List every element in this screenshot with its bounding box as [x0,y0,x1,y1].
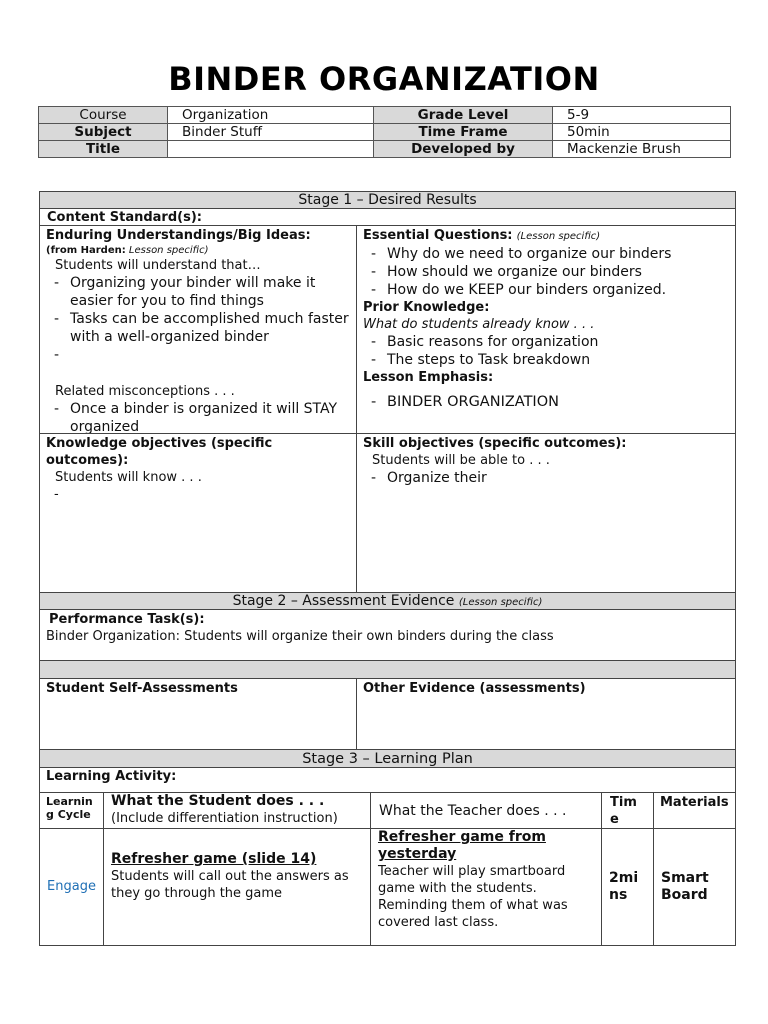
perf-heading: Performance Task(s): [49,612,205,627]
time-frame-value: 50min [553,124,731,141]
eu-intro: Students will understand that… [55,258,261,273]
stage2-note: (Lesson specific) [458,597,543,608]
other-heading: Other Evidence (assessments) [363,681,586,696]
col-teacher: What the Teacher does . . . [370,792,602,829]
col-materials: Materials [653,792,736,829]
subject-label: Subject [39,124,168,141]
so-intro: Students will be able to . . . [372,453,550,468]
student-self-assessments [39,678,357,750]
shaded-divider [39,660,736,679]
eu-item: - Organizing your binder will make it easier for you to find things [46,274,350,310]
content-standards [39,208,736,226]
col-student-title: What the Student does . . . [111,793,325,809]
col-student [103,792,371,829]
eu-item [46,346,350,364]
course-value: Organization [168,107,374,124]
stage3-header: Stage 3 – Learning Plan [39,749,736,768]
perf-text: Binder Organization: Students will organize their own binders during the class [46,629,554,644]
eq-item: - Why do we need to organize our binders [363,245,729,263]
col-time: Time [601,792,654,829]
lesson-info-table [38,106,731,158]
col-student-note: (Include differentiation instruction) [111,811,338,826]
title-label: Title [39,141,168,158]
learning-activity [39,767,736,793]
pk-item: - The steps to Task breakdown [363,351,729,369]
eq-heading: Essential Questions: [363,228,513,243]
grade-level-label: Grade Level [374,107,553,124]
stage1-header: Stage 1 – Desired Results [39,191,736,209]
cycle-engage: Engage [39,828,104,946]
knowledge-objectives [39,433,357,593]
enduring-understandings [39,225,357,434]
so-heading: Skill objectives (specific outcomes): [363,436,627,451]
title-value [168,141,374,158]
developed-by-label: Developed by [374,141,553,158]
student-activity [103,828,371,946]
self-heading: Student Self-Assessments [46,681,238,696]
teacher-activity-title: Refresher game from yesterday [378,829,546,862]
pk-heading: Prior Knowledge: [363,300,490,315]
student-activity-text: Students will call out the answers as they go through the game [111,869,349,901]
stage2-header [39,592,736,610]
eq-note: (Lesson specific) [516,231,601,242]
emphasis-heading: Lesson Emphasis: [363,370,494,385]
eu-heading: Enduring Understandings/Big Ideas: [46,228,311,243]
activity-time: 2mins [601,828,654,946]
grade-level-value: 5-9 [553,107,731,124]
eu-from: (from Harden: [46,245,126,256]
skill-objectives [356,433,736,593]
misconception-item: - Once a binder is organized it will STAY organized [46,400,350,436]
pk-item: - Basic reasons for organization [363,333,729,351]
activity-materials: Smart Board [653,828,736,946]
eu-item: - Tasks can be accomplished much faster with a well-organized binder [46,310,350,346]
pk-intro: What do students already know . . . [363,317,595,332]
ko-heading: Knowledge objectives (specific outcomes): [46,436,273,468]
activity-heading: Learning Activity: [46,769,177,784]
content-standards-label: Content Standard(s): [47,210,202,225]
teacher-activity [370,828,602,946]
eq-item: - How do we KEEP our binders organized. [363,281,729,299]
subject-value: Binder Stuff [168,124,374,141]
other-evidence [356,678,736,750]
misconceptions-intro: Related misconceptions . . . [55,384,235,399]
ko-item [46,486,350,504]
teacher-activity-text: Teacher will play smartboard game with the students. Reminding them of what was covered last class. [378,864,568,930]
col-learning-cycle: Learning Cycle [39,792,104,829]
eu-from-note: Lesson specific) [128,245,209,256]
ko-intro: Students will know . . . [55,470,202,485]
time-frame-label: Time Frame [374,124,553,141]
emphasis-item: - BINDER ORGANIZATION [363,393,729,411]
developed-by-value: Mackenzie Brush [553,141,731,158]
essential-questions [356,225,736,434]
page-title: BINDER ORGANIZATION [168,60,600,98]
eq-item: - How should we organize our binders [363,263,729,281]
student-activity-title: Refresher game (slide 14) [111,851,317,867]
performance-tasks [39,609,736,661]
stage2-title: Stage 2 – Assessment Evidence [232,593,455,609]
so-item: - Organize their [363,469,729,487]
course-label: Course [39,107,168,124]
